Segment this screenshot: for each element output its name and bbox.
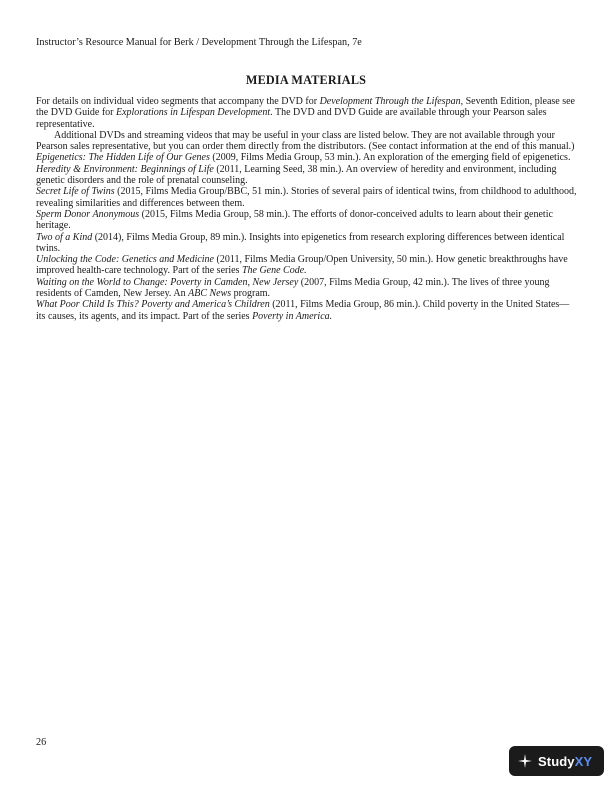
media-title: Sperm Donor Anonymous — [36, 208, 140, 220]
media-details: (2007, Films Media Group, 42 min.). The lives of three young residents of Camden, New Jersey. An — [36, 276, 550, 300]
media-details: (2014), Films Media Group, 89 min.). Insights into epigenetics from research exploring differences between identical twins. — [36, 231, 565, 254]
intro-text-b: Seventh Edition, please see the DVD Guide for — [36, 96, 575, 119]
media-entry — [36, 232, 577, 255]
series-title: The Gene Code. — [241, 265, 307, 277]
media-details: (2011, Films Media Group, 86 min.). Child poverty in the United States—its causes, its agents, and its impact. Part of the series — [36, 299, 570, 322]
media-details: (2015, Films Media Group/BBC, 51 min.). Stories of several pairs of identical twins, from childhood to adulthood, revealing similarities and differences between them. — [36, 186, 577, 209]
media-entry — [36, 152, 577, 163]
media-entry — [36, 209, 577, 232]
badge-brand: Study — [538, 753, 575, 769]
media-title: Unlocking the Code: Genetics and Medicine — [36, 254, 214, 266]
media-entry — [36, 254, 577, 277]
dvd-guide-title: Explorations in Lifespan Development — [115, 107, 271, 119]
book-title: Development Through the Lifespan, — [319, 96, 464, 107]
media-details: (2011, Films Media Group/Open University, 50 min.). How genetic breakthroughs have improved health-care technology. Part of the series — [36, 254, 568, 277]
intro-paragraph — [36, 96, 577, 152]
document-body — [36, 96, 577, 322]
page-title: MEDIA MATERIALS — [245, 73, 367, 87]
studyxy-badge[interactable] — [509, 746, 604, 776]
page-number: 26 — [36, 737, 47, 748]
media-entry — [36, 164, 577, 187]
badge-label — [538, 754, 592, 769]
media-title: Heredity & Environment: Beginnings of Life — [36, 163, 214, 175]
series-title: Poverty in America. — [252, 310, 333, 322]
running-head: Instructor’s Resource Manual for Berk / Development Through the Lifespan, 7e — [36, 37, 362, 48]
media-entry — [36, 277, 577, 300]
intro-text-c: . The DVD and DVD Guide are available through your Pearson sales representative. — [36, 107, 547, 130]
intro-text-a: For details on individual video segments that accompany the DVD for — [36, 96, 320, 107]
intro-paragraph-2: Additional DVDs and streaming videos that may be useful in your class are listed below. They are not available through your Pearson sales representative, but you can order them directly from the distributors. (See contact information at the end of this manual.) — [36, 129, 575, 153]
badge-accent: XY — [574, 753, 593, 769]
media-title: Waiting on the World to Change: Poverty in Camden, New Jersey — [36, 276, 299, 288]
media-entry — [36, 186, 577, 209]
program-title: ABC News — [188, 288, 232, 300]
media-title: What Poor Child Is This? Poverty and America’s Children — [36, 299, 270, 311]
media-details: (2015, Films Media Group, 58 min.). The efforts of donor-conceived adults to learn about their genetic heritage. — [36, 208, 553, 232]
media-tail: program. — [231, 288, 271, 300]
media-title: Epigenetics: The Hidden Life of Our Genes — [36, 152, 210, 164]
media-title: Secret Life of Twins — [36, 186, 115, 198]
media-details: (2011, Learning Seed, 38 min.). An overview of heredity and environment, including genetic disorders and the role of prenatal counseling. — [36, 163, 557, 187]
media-entry — [36, 299, 577, 322]
plus-sparkle-icon — [518, 754, 532, 768]
media-title: Two of a Kind — [36, 231, 93, 243]
media-details: (2009, Films Media Group, 53 min.). An exploration of the emerging field of epigenetics. — [209, 152, 571, 164]
